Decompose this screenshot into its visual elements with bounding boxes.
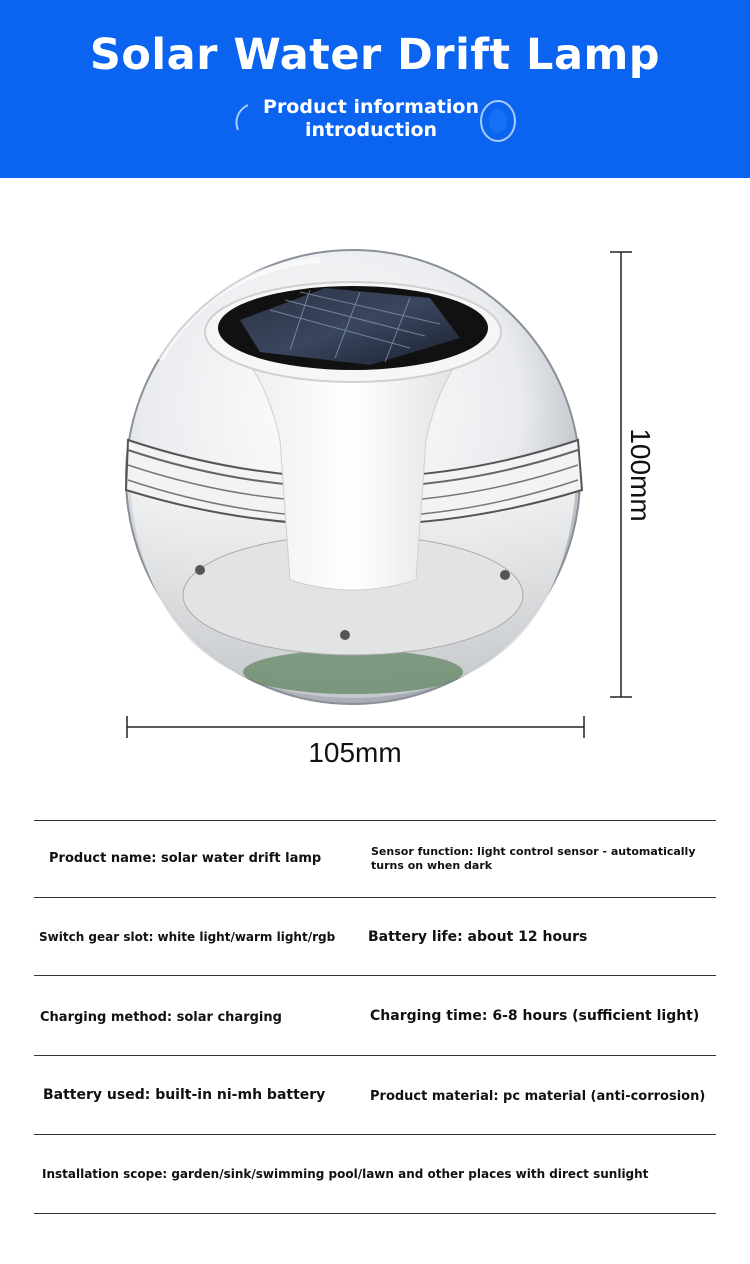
spec-charging-time: Charging time: 6-8 hours (sufficient light) [370, 1008, 700, 1024]
height-label-text: 100mm [625, 428, 656, 522]
spec-installation-scope: Installation scope: garden/sink/swimming pool/lawn and other places with direct sunlight [42, 1167, 649, 1181]
table-row [34, 820, 716, 897]
subtitle: Product information introduction [263, 96, 479, 141]
table-row [34, 1134, 716, 1214]
spec-sensor-function: Sensor function: light control sensor - automatically turns on when dark [371, 845, 696, 872]
spec-table [34, 820, 716, 1214]
header-banner [0, 0, 750, 178]
width-label: 105mm [308, 737, 402, 768]
spec-product-name: Product name: solar water drift lamp [49, 851, 322, 866]
spec-battery-life: Battery life: about 12 hours [368, 929, 588, 945]
spec-switch-gear: Switch gear slot: white light/warm light/rgb [39, 930, 336, 944]
subtitle-box [236, 92, 516, 152]
height-label [610, 415, 670, 535]
spec-product-material: Product material: pc material (anti-corrosion) [370, 1089, 706, 1104]
spec-charging-method: Charging method: solar charging [40, 1010, 282, 1025]
table-row [34, 975, 716, 1055]
spec-battery-used: Battery used: built-in ni-mh battery [43, 1087, 326, 1103]
table-row [34, 1055, 716, 1134]
page-title: Solar Water Drift Lamp [89, 30, 661, 80]
product-image [120, 240, 600, 720]
table-row [34, 897, 716, 975]
